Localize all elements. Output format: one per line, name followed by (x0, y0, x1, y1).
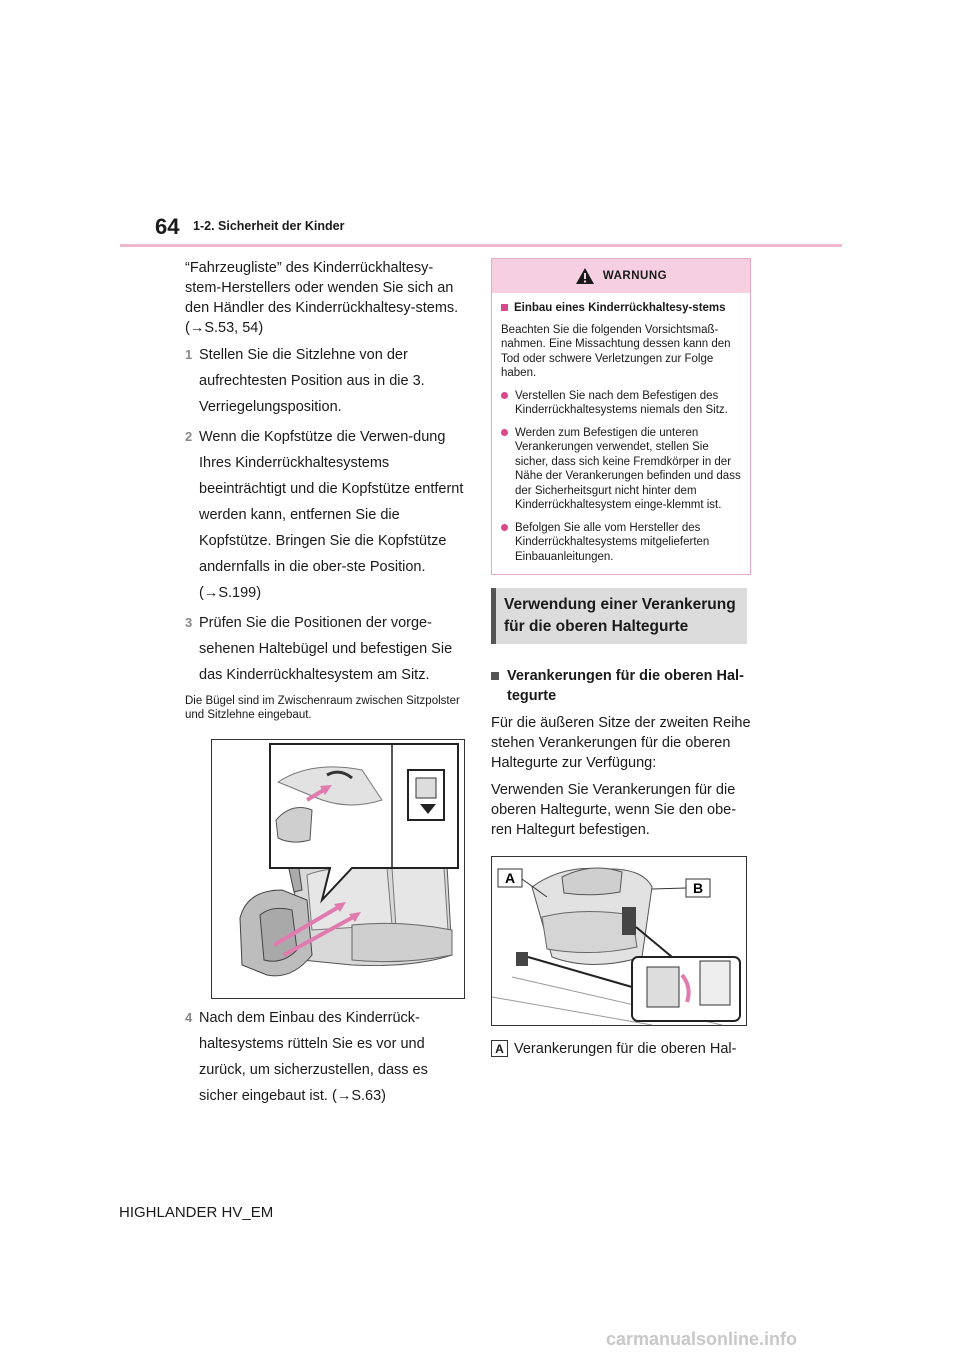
warning-header (492, 259, 750, 293)
section-heading: Verwendung einer Verankerung für die oberen Haltegurte (491, 588, 747, 644)
bullet-dot-icon (501, 524, 508, 531)
bullet-dot-icon (501, 392, 508, 399)
warning-intro: Beachten Sie die folgenden Vorsichtsmaß-nahmen. Eine Missachtung dessen kann den Tod oder schwere Verletzungen zur Folge haben. (501, 323, 731, 379)
warning-bullet (501, 521, 741, 565)
right-column (491, 258, 751, 1057)
left-column (185, 258, 467, 1109)
legend-tag-a: A (491, 1040, 508, 1057)
step-text: Nach dem Einbau des Kinderrück-haltesystems rütteln Sie es vor und zurück, um sicherzustellen, dass es sicher eingebaut ist. (→S.63) (199, 1010, 428, 1104)
section-title: 1-2. Sicherheit der Kinder (193, 219, 345, 233)
figure-label-a: A (504, 870, 516, 886)
legend-a-text: Verankerungen für die oberen Hal- (514, 1040, 737, 1057)
warning-bullet (501, 389, 741, 418)
child-seat-illustration (211, 739, 465, 999)
bullet-text: Werden zum Befestigen die unteren Verankerungen verwendet, stellen Sie sicher, dass sich keine Fremdkörper in der Nähe der Verankerungen befinden und dass der Sicherheitsgurt nicht hinter dem Kinderrückhaltesystem einge-klemmt ist. (515, 426, 741, 511)
square-bullet-icon (501, 304, 508, 311)
warning-icon (575, 267, 595, 285)
bullet-dot-icon (501, 429, 508, 436)
step-text: Wenn die Kopfstütze die Verwen-dung Ihres Kinderrückhaltesystems beeinträchtigt und die Kopfstütze entfernt werden kann, entfernen Sie die Kopfstütze. Bringen Sie die Kopfstütze andernfalls in die ober-ste Position. (→S.199) (199, 429, 464, 601)
step-number: 4 (185, 1010, 193, 1025)
step-2 (185, 424, 467, 606)
watermark: carmanualsonline.info (606, 1329, 798, 1349)
bullet-text: Befolgen Sie alle vom Hersteller des Kinderrückhaltesystems mitgelieferten Einbauanleitungen. (515, 521, 710, 563)
step-number: 3 (185, 615, 193, 630)
step-text: Stellen Sie die Sitzlehne von der aufrechtesten Position aus in die 3. Verriegelungsposition. (199, 347, 425, 415)
warning-body (492, 293, 750, 574)
step-1 (185, 342, 467, 420)
warning-label: WARNUNG (602, 270, 668, 282)
legend-a (491, 1040, 751, 1057)
footer-model: HIGHLANDER HV_EM (119, 1204, 274, 1221)
tether-anchor-illustration (491, 856, 747, 1026)
figure-label-b: B (692, 880, 704, 896)
warning-box (491, 258, 751, 575)
warning-title (501, 301, 741, 316)
subheading-text: Verankerungen für die oberen Hal-tegurte (507, 668, 744, 704)
step-3 (185, 610, 467, 688)
intro-text: “Fahrzeugliste” des Kinderrückhaltesy-stem-Herstellers oder wenden Sie sich an den Händler des Kinderrückhaltesy-stems. (→S.53, 54) (185, 260, 459, 336)
bullet-text: Verstellen Sie nach dem Befestigen des Kinderrückhaltesystems niemals den Sitz. (515, 389, 728, 416)
figure-caption: Die Bügel sind im Zwischenraum zwischen Sitzpolster und Sitzlehne eingebaut. (185, 695, 460, 721)
paragraph: Verwenden Sie Verankerungen für die oberen Haltegurte, wenn Sie den obe-ren Haltegurt befestigen. (491, 782, 737, 838)
step-number: 2 (185, 429, 193, 444)
paragraph: Für die äußeren Sitze der zweiten Reihe stehen Verankerungen für die oberen Haltegurte zur Verfügung: (491, 715, 751, 771)
step-text: Prüfen Sie die Positionen der vorge-sehenen Haltebügel und befestigen Sie das Kinderrückhaltesystem am Sitz. (199, 615, 453, 683)
square-bullet-icon (491, 672, 499, 680)
warning-bullet (501, 426, 741, 513)
warning-title-text: Einbau eines Kinderrückhaltesy-stems (514, 302, 726, 314)
subheading (491, 666, 751, 706)
header-rule (120, 244, 842, 247)
step-number: 1 (185, 347, 193, 362)
step-4 (185, 1005, 467, 1109)
page-number: 64 (155, 214, 180, 239)
